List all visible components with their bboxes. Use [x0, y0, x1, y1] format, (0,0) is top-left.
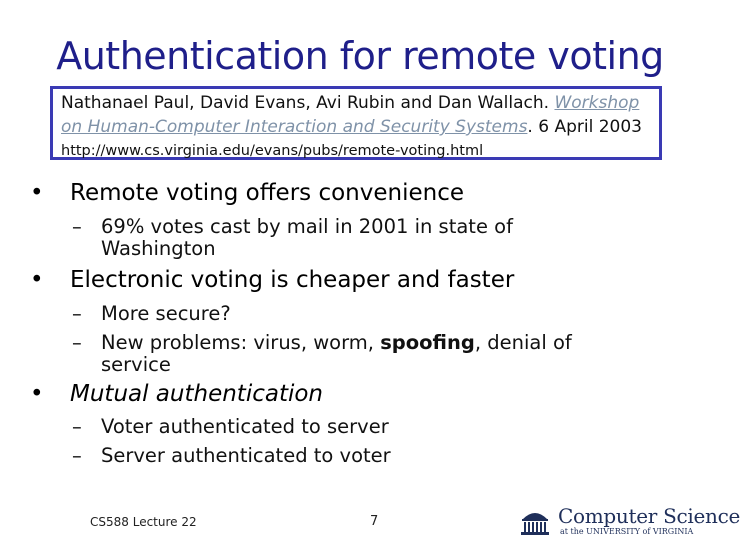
sub-bullet-text: [101, 216, 513, 260]
logo-title: Computer Science: [558, 504, 740, 528]
bullet-marker: •: [30, 381, 44, 407]
footer-page-number: 7: [370, 514, 379, 529]
sub-bullet-text: Server authenticated to voter: [101, 444, 391, 467]
bullet-text: Remote voting offers convenience: [70, 180, 464, 206]
slide-title: Authentication for remote voting: [56, 34, 664, 78]
sub-bullet-text: More secure?: [101, 302, 231, 325]
bullet-marker: •: [30, 267, 44, 293]
rotunda-icon: [520, 506, 550, 536]
footer-course: CS588 Lecture 22: [90, 515, 197, 529]
venue-link-part-1[interactable]: Workshop: [554, 93, 640, 113]
cs-logo: [520, 503, 740, 540]
sub-bullet-line-1: 69% votes cast by mail in 2001 in state of: [101, 215, 513, 238]
sub-bullet-post: , denial of: [474, 331, 572, 354]
citation-box: [50, 86, 662, 160]
dash-marker: –: [72, 415, 82, 438]
dash-marker: –: [72, 331, 82, 354]
citation-line-1: [61, 93, 639, 113]
sub-bullet-text: Voter authenticated to server: [101, 415, 389, 438]
bullet-text: Mutual authentication: [70, 381, 324, 407]
bullet-text: Electronic voting is cheaper and faster: [70, 267, 515, 293]
bullet-marker: •: [30, 180, 44, 206]
citation-url: http://www.cs.virginia.edu/evans/pubs/remote-voting.html: [61, 143, 484, 159]
logo-affiliation: at the UNIVERSITY of VIRGINIA: [560, 527, 694, 536]
sub-bullet-pre: New problems: virus, worm,: [101, 331, 381, 354]
citation-authors: Nathanael Paul, David Evans, Avi Rubin and Dan Wallach.: [61, 93, 555, 113]
dash-marker: –: [72, 302, 82, 325]
dash-marker: –: [72, 215, 82, 238]
sub-bullet-line-2: Washington: [101, 237, 216, 260]
sub-bullet-text: [101, 332, 572, 376]
dash-marker: –: [72, 444, 82, 467]
sub-bullet-line-2: service: [101, 353, 171, 376]
citation-date: . 6 April 2003: [527, 117, 642, 137]
citation-line-2: [61, 117, 642, 137]
sub-bullet-bold: spoofing: [380, 331, 475, 354]
venue-link-part-2[interactable]: on Human-Computer Interaction and Security Systems: [61, 117, 528, 137]
